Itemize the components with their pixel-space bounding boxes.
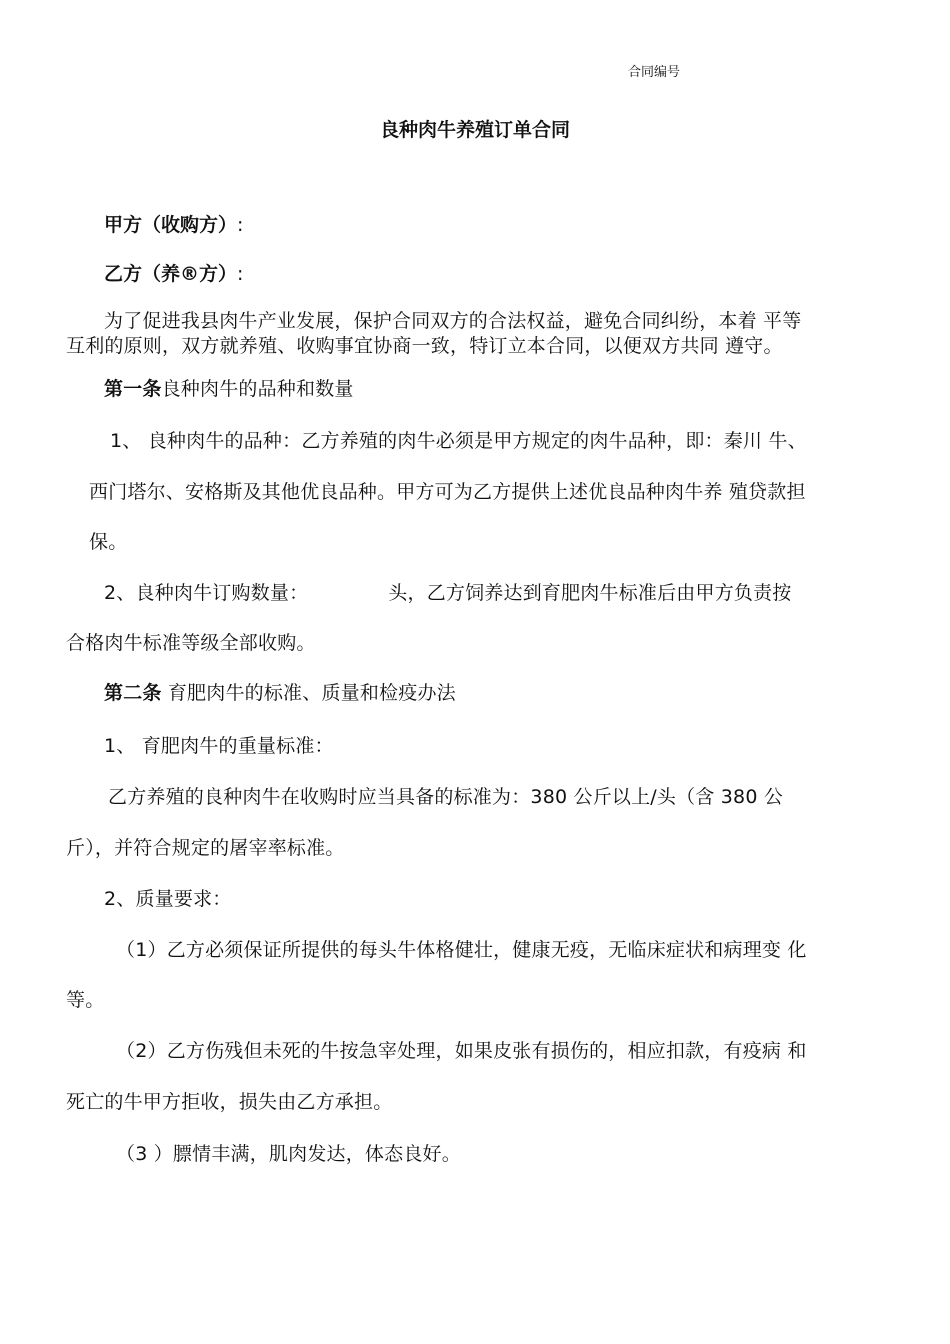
article-1-number: 第一条 (104, 378, 162, 400)
article-1-item-1-line-2: 西门塔尔、安格斯及其他优良品种。甲方可为乙方提供上述优良品种肉牛养 殖贷款担 (89, 481, 806, 503)
quality-req-2-line-2: 死亡的牛甲方拒收，损失由乙方承担。 (66, 1091, 393, 1113)
article-2-item-1-heading: 1、 育肥肉牛的重量标准： (104, 735, 334, 757)
article-1-item-1-line-1: 1、 良种肉牛的品种：乙方养殖的肉牛必须是甲方规定的肉牛品种，即：秦川 牛、 (110, 430, 807, 452)
quantity-suffix: 头，乙方饲养达到育肥肉牛标准后由甲方负责按 (388, 582, 792, 604)
article-2-number: 第二条 (104, 682, 162, 704)
party-a-label: 甲方（收购方） (104, 214, 238, 236)
document-title: 良种肉牛养殖订单合同 (379, 119, 570, 141)
article-1-item-2-line-2: 合格肉牛标准等级全部收购。 (66, 632, 316, 654)
party-b-line (104, 259, 243, 286)
article-2-title: 育肥肉牛的标准、质量和检疫办法 (167, 682, 456, 704)
quantity-label: 2、良种肉牛订购数量： (104, 582, 309, 604)
article-2-item-2-heading: 2、质量要求： (104, 888, 232, 910)
party-a-colon: : (237, 214, 244, 236)
contract-number-label: 合同编号 (628, 65, 681, 80)
party-b-colon: : (237, 263, 244, 285)
quality-req-3-line-1: （3 ）膘情丰满，肌肉发达，体态良好。 (116, 1143, 461, 1165)
party-b-label: 乙方（养®方） (104, 263, 238, 285)
article-1-item-2-line-1 (104, 578, 792, 605)
preamble-line-1: 为了促进我县肉牛产业发展，保护合同双方的合法权益，避免合同纠纷，本着 平等 (104, 310, 802, 332)
quality-req-2-line-1: （2）乙方伤残但未死的牛按急宰处理，如果皮张有损伤的，相应扣款，有疫病 和 (116, 1040, 807, 1062)
preamble-line-2: 互利的原则，双方就养殖、收购事宜协商一致，特订立本合同，以便双方共同 遵守。 (66, 335, 783, 357)
article-2-item-1-line-1: 乙方养殖的良种肉牛在收购时应当具备的标准为：380 公斤以上/头（含 380 公 (108, 786, 784, 808)
quality-req-1-line-2: 等。 (66, 989, 105, 1011)
quality-req-1-line-1: （1）乙方必须保证所提供的每头牛体格健壮，健康无疫，无临床症状和病理变 化 (116, 939, 807, 961)
article-1-heading (104, 374, 354, 401)
article-1-title: 良种肉牛的品种和数量 (161, 378, 354, 400)
article-1-item-1-line-3: 保。 (89, 531, 128, 553)
article-2-heading (104, 678, 456, 705)
article-2-item-1-line-2: 斤），并符合规定的屠宰率标准。 (66, 837, 345, 859)
party-a-line (104, 210, 243, 237)
